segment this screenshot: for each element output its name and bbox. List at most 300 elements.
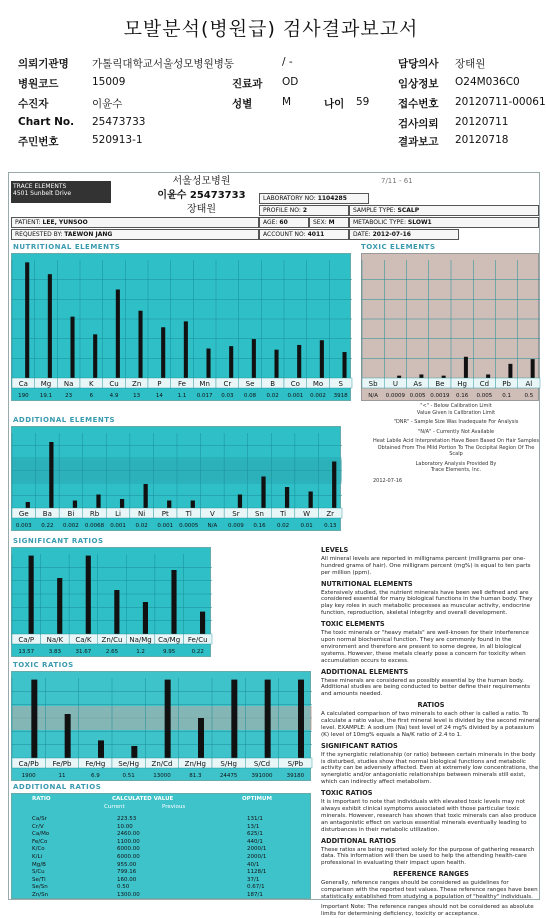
col-value: CALCULATED VALUE bbox=[112, 796, 174, 802]
levels-text: All mineral levels are reported in milligrams percent (milligrams per one-hundred grams of hair). One milligram percent (mg%) is equal to ten parts per million (ppm). bbox=[321, 555, 531, 576]
clinical-label: 임상정보 bbox=[398, 78, 439, 90]
col-current: Current bbox=[104, 804, 125, 810]
ratio-cell: Mg/B bbox=[32, 861, 46, 868]
value-cell: 10.00 bbox=[117, 823, 133, 830]
data-label: 6 bbox=[89, 393, 94, 399]
tick-label: As bbox=[413, 380, 422, 388]
ratio-cell: Ca/Sr bbox=[32, 816, 47, 822]
data-label: 0.22 bbox=[191, 649, 204, 655]
hospital-stamp bbox=[144, 175, 259, 217]
tick-label: Na/K bbox=[46, 636, 64, 644]
tick-label: Zn/Hg bbox=[184, 760, 206, 768]
data-label: 1900 bbox=[21, 773, 36, 779]
bar-tl bbox=[191, 501, 195, 509]
tick-label: Fe/Hg bbox=[85, 760, 106, 768]
value-cell: 1100.00 bbox=[117, 838, 140, 845]
bar-hg bbox=[464, 357, 468, 378]
data-label: 0.001 bbox=[287, 393, 304, 399]
lab-logo bbox=[11, 181, 111, 203]
data-label: 0.01 bbox=[300, 523, 313, 529]
tick-label: S/Hg bbox=[220, 760, 237, 768]
legend-date: 2012-07-16 bbox=[373, 477, 403, 484]
ratio-cell: Zn/Sn bbox=[32, 892, 49, 898]
tick-label: Se bbox=[245, 380, 255, 388]
optimum-cell: 13/1 bbox=[247, 823, 260, 830]
tick-label: Cr bbox=[223, 380, 232, 388]
account-value: 4011 bbox=[307, 231, 325, 238]
value-cell: 0.50 bbox=[117, 884, 130, 891]
ratio-cell: Se/Tl bbox=[32, 876, 46, 883]
sex-box bbox=[309, 217, 349, 228]
tick-label: Co bbox=[290, 380, 300, 388]
data-label: 0.51 bbox=[122, 773, 135, 779]
account-label: ACCOUNT NO: bbox=[263, 231, 306, 238]
data-label: 19.1 bbox=[39, 393, 53, 399]
age-value: 59 bbox=[356, 96, 370, 108]
hospital-code-value: 15009 bbox=[92, 76, 126, 88]
data-label: 24475 bbox=[219, 773, 238, 779]
tick-label: Fe/Pb bbox=[52, 760, 72, 768]
bar-mg bbox=[48, 274, 52, 378]
trat-heading: TOXIC RATIOS bbox=[321, 789, 373, 798]
bar-fe bbox=[184, 321, 188, 378]
optimum-cell: 40/1 bbox=[247, 861, 260, 868]
bar-ca-p bbox=[29, 556, 34, 634]
tick-label: Na bbox=[63, 380, 74, 388]
significant-svg bbox=[12, 548, 212, 658]
requested-value: TAEWON JANG bbox=[64, 231, 113, 238]
tick-label: Li bbox=[115, 510, 122, 518]
additional-heading: ADDITIONAL ELEMENTS bbox=[13, 416, 116, 424]
sex-value: M bbox=[282, 96, 292, 108]
data-label: 11 bbox=[58, 773, 66, 779]
value-cell: 2460.00 bbox=[117, 831, 140, 838]
ratio-cell: Ca/Mo bbox=[32, 831, 50, 838]
report-date-label: 결과보고 bbox=[398, 136, 439, 148]
doctor-value: 장태원 bbox=[455, 58, 486, 70]
patient-box-label: PATIENT: bbox=[15, 219, 41, 226]
resident-no-value: 520913-1 bbox=[92, 134, 143, 146]
bar-bi bbox=[73, 501, 77, 509]
chart-no-value: 25473733 bbox=[92, 116, 146, 128]
data-label: 13000 bbox=[153, 773, 171, 779]
data-label: 0.08 bbox=[243, 393, 257, 399]
data-label: 0.02 bbox=[276, 523, 290, 529]
profile-value: 2 bbox=[302, 207, 308, 214]
data-label: 3918 bbox=[333, 393, 348, 399]
table-subheader bbox=[12, 804, 312, 812]
bar-zn-cd bbox=[165, 680, 171, 758]
bar-w bbox=[309, 492, 313, 509]
bar-mn bbox=[206, 349, 210, 379]
significant-chart bbox=[11, 547, 211, 657]
data-label: 1.2 bbox=[136, 649, 145, 655]
bar-na-k bbox=[57, 578, 62, 634]
bar-li bbox=[120, 499, 124, 508]
sample-box bbox=[349, 205, 539, 216]
dept-label: 진료과 bbox=[232, 78, 263, 90]
data-label: 0.02 bbox=[266, 393, 279, 399]
additional-legend bbox=[373, 403, 539, 513]
bar-pt bbox=[167, 501, 171, 509]
data-label: 31.67 bbox=[75, 649, 92, 655]
arat-text: These ratios are being reported solely for the purpose of gathering research data. This information will then be used to help the attending health-care professional in evaluating their impact upon health. bbox=[321, 846, 535, 867]
bar-s-cd bbox=[265, 680, 271, 758]
bar-ca-mg bbox=[171, 570, 176, 634]
bar-s-pb bbox=[298, 680, 304, 758]
tick-label: Ca bbox=[18, 380, 28, 388]
bar-zn-cu bbox=[114, 590, 119, 634]
patient-box bbox=[11, 217, 259, 228]
age-box-label: AGE: bbox=[263, 219, 278, 226]
toxic-ratios-svg bbox=[12, 672, 312, 782]
metabolic-label: METABOLIC TYPE: bbox=[353, 219, 406, 226]
tick-label: Mn bbox=[199, 380, 210, 388]
ratio-cell: Se/Sn bbox=[32, 884, 48, 891]
legend-line: Laboratory Analysis Provided By bbox=[415, 460, 497, 467]
tick-label: Zr bbox=[326, 510, 335, 518]
optimum-cell: 2000/1 bbox=[247, 846, 267, 853]
tox-text: The toxic minerals or "heavy metals" are well-known for their interference upon normal biochemical function. They are commonly found in the environment and therefore are present to some degree, in all biological systems. However, these metals clearly pose a concern for toxicity when accumulation occurs to excess. bbox=[321, 630, 530, 664]
value-cell: 955.00 bbox=[117, 861, 137, 868]
optimum-cell: 37/1 bbox=[247, 876, 260, 883]
bar-fe-pb bbox=[65, 714, 71, 758]
tick-label: Pb bbox=[502, 380, 511, 388]
report-date-value: 20120718 bbox=[455, 134, 509, 146]
bar-rb bbox=[96, 495, 100, 509]
data-label: 0.02 bbox=[135, 523, 148, 529]
bar-s bbox=[342, 352, 346, 378]
bar-ba bbox=[49, 442, 53, 508]
value-cell: 799.16 bbox=[117, 869, 137, 876]
optimum-cell: 2000/1 bbox=[247, 854, 267, 860]
data-label: N/A bbox=[368, 393, 378, 399]
toxic-heading: TOXIC ELEMENTS bbox=[361, 243, 436, 251]
data-label: 0.001 bbox=[110, 523, 126, 529]
bar-zn-hg bbox=[198, 718, 204, 758]
tick-label: Sr bbox=[232, 510, 240, 518]
tick-label: Zn bbox=[132, 380, 142, 388]
bar-zn bbox=[138, 311, 142, 378]
tick-label: Bi bbox=[67, 510, 75, 518]
tick-label: Ni bbox=[138, 510, 146, 518]
lab-no-label: LABORATORY NO: bbox=[263, 195, 316, 202]
bar-u bbox=[397, 376, 401, 378]
data-label: 23 bbox=[65, 393, 73, 399]
ref-text: Generally, reference ranges should be considered as guidelines for comparison with the reported test values. These reference ranges have been statistically established from studying a population of "healthy" individuals. bbox=[321, 880, 538, 900]
age-box-value: 60 bbox=[279, 219, 288, 226]
data-label: 0.13 bbox=[324, 523, 337, 529]
legend-line: Heat Labile Acid Interpretation Have Been Based On Hair Samples Obtained From The Mild Portion To The Occipital Region Of The Scalp bbox=[373, 438, 539, 457]
data-label: 3.83 bbox=[48, 649, 61, 655]
bar-as bbox=[419, 374, 423, 378]
nut-text: Extensively studied, the nutrient minerals have been well defined and are considered essential for many biological functions in the human body. They play key roles in such metabolic processes as muscular activity, endocrine function, reproduction, skeletal integrity and overall development. bbox=[321, 589, 533, 617]
tick-label: Hg bbox=[457, 380, 467, 388]
toxic-svg bbox=[362, 254, 540, 402]
tick-label: Zn/Cu bbox=[101, 636, 123, 644]
legend-line: "DNR" - Sample Size Was Inadequate For Analysis bbox=[393, 419, 519, 425]
data-label: 0.03 bbox=[221, 393, 234, 399]
data-label: 81.3 bbox=[189, 773, 202, 779]
data-label: 13.57 bbox=[18, 649, 35, 655]
legend-line: "N/A" - Currently Not Available bbox=[417, 428, 495, 435]
date-label: DATE: bbox=[353, 231, 371, 238]
tick-label: Cu bbox=[109, 380, 119, 388]
account-box bbox=[259, 229, 349, 240]
data-label: 391000 bbox=[251, 773, 273, 779]
data-label: 9.95 bbox=[163, 649, 176, 655]
legend-line: Trace Elements, Inc. bbox=[430, 467, 482, 473]
bar-ge bbox=[26, 502, 30, 508]
bar-ca-k bbox=[86, 556, 91, 634]
bar-ca-pb bbox=[31, 680, 37, 758]
bar-sr bbox=[238, 495, 242, 509]
tick-label: Mg bbox=[40, 380, 52, 388]
data-label: 0.1 bbox=[502, 393, 511, 399]
data-label: 0.0019 bbox=[430, 393, 450, 399]
lab-no-box bbox=[259, 193, 369, 204]
tick-label: Ca/K bbox=[75, 636, 92, 644]
patient-box-value: LEE, YUNSOO bbox=[42, 219, 88, 226]
tick-label: Ca/P bbox=[18, 636, 35, 644]
tick-label: V bbox=[209, 510, 215, 518]
optimum-cell: 131/1 bbox=[247, 816, 263, 822]
metabolic-value: SLOW1 bbox=[407, 219, 432, 226]
table-header bbox=[12, 796, 312, 804]
tick-label: P bbox=[157, 380, 162, 388]
data-label: 0.017 bbox=[196, 393, 213, 399]
tick-label: Pt bbox=[161, 510, 169, 518]
value-cell: 223.53 bbox=[117, 816, 137, 822]
request-date-value: 20120711 bbox=[455, 116, 509, 128]
tick-label: Ca/Pb bbox=[18, 760, 39, 768]
tick-label: Ca/Mg bbox=[158, 636, 181, 644]
data-label: 1.1 bbox=[177, 393, 187, 399]
bar-cr bbox=[229, 346, 233, 378]
patient-value: 이윤수 bbox=[92, 98, 123, 110]
data-label: 2.65 bbox=[105, 649, 119, 655]
lab-name: TRACE ELEMENTS bbox=[13, 183, 67, 190]
clinical-value: O24M036C0 bbox=[455, 76, 520, 88]
bar-al bbox=[531, 359, 535, 378]
legend-line: "<" - Below Calibration Limit bbox=[420, 403, 492, 409]
tox-heading: TOXIC ELEMENTS bbox=[321, 620, 385, 629]
optimum-cell: 440/1 bbox=[247, 838, 263, 845]
optimum-cell: 625/1 bbox=[247, 831, 263, 838]
chart-no-label: Chart No. bbox=[18, 116, 75, 128]
ratio-cell: K/Co bbox=[32, 846, 45, 853]
data-label: 4.9 bbox=[109, 393, 119, 399]
toxic-chart bbox=[361, 253, 539, 401]
tick-label: S bbox=[338, 380, 343, 388]
bar-b bbox=[274, 350, 278, 378]
tick-label: Ba bbox=[42, 510, 52, 518]
lab-report bbox=[8, 172, 540, 917]
bar-p bbox=[161, 327, 165, 378]
nutritional-chart bbox=[11, 253, 351, 401]
bar-cu bbox=[116, 290, 120, 379]
data-label: 0.005 bbox=[476, 393, 493, 399]
tick-label: Zn/Cd bbox=[151, 760, 173, 768]
ref-heading: REFERENCE RANGES bbox=[393, 870, 469, 879]
receipt-value: 20120711-00061 bbox=[455, 96, 546, 108]
value-cell: 160.00 bbox=[117, 876, 137, 883]
tick-label: B bbox=[270, 380, 276, 388]
tick-label: U bbox=[392, 380, 398, 388]
tick-label: Be bbox=[435, 380, 445, 388]
bar-fe-hg bbox=[98, 740, 104, 758]
value-cell: 6000.00 bbox=[117, 846, 140, 853]
additional-ratios-heading: ADDITIONAL RATIOS bbox=[13, 783, 102, 791]
profile-box bbox=[259, 205, 349, 216]
bar-cd bbox=[486, 374, 490, 378]
data-label: 0.0068 bbox=[84, 523, 105, 529]
tick-label: S/Cd bbox=[253, 760, 271, 768]
significant-heading: SIGNIFICANT RATIOS bbox=[13, 537, 104, 545]
bar-fe-cu bbox=[200, 612, 205, 634]
age-box bbox=[259, 217, 309, 228]
trat-text: It is important to note that individuals with elevated toxic levels may not always exhibit clinical symptoms associated with those particular toxic minerals. However, research has shown that toxic minerals can also produce an antagonistic effect on various essential minerals eventually leading to disturbances in their metabolic utilization. bbox=[321, 799, 537, 833]
optimum-cell: 1128/1 bbox=[247, 869, 267, 876]
nut-heading: NUTRITIONAL ELEMENTS bbox=[321, 579, 413, 588]
data-label: 0.16 bbox=[253, 523, 266, 529]
value-cell: 6000.00 bbox=[117, 854, 140, 860]
nutritional-heading: NUTRITIONAL ELEMENTS bbox=[13, 243, 121, 251]
col-optimum: OPTIMUM bbox=[242, 796, 272, 802]
bar-se-hg bbox=[131, 746, 137, 758]
data-label: 0.0009 bbox=[385, 393, 405, 399]
tick-label: Fe bbox=[178, 380, 186, 388]
toxic-ratios-heading: TOXIC RATIOS bbox=[13, 661, 74, 669]
bar-sn bbox=[261, 477, 265, 509]
data-label: 0.001 bbox=[157, 523, 174, 529]
data-label: 6.9 bbox=[90, 773, 100, 779]
bar-ti bbox=[285, 487, 289, 508]
bar-co bbox=[297, 345, 301, 378]
data-label: 39180 bbox=[286, 773, 305, 779]
value-cell: 1300.00 bbox=[117, 892, 140, 898]
tick-label: Al bbox=[525, 380, 533, 388]
data-label: 0.002 bbox=[63, 523, 79, 529]
tick-label: Tl bbox=[185, 510, 192, 518]
tick-label: Ti bbox=[280, 510, 287, 518]
sig-heading: SIGNIFICANT RATIOS bbox=[321, 741, 398, 750]
levels-heading: LEVELS bbox=[321, 546, 349, 554]
data-label: 0.16 bbox=[456, 393, 469, 399]
receipt-label: 접수번호 bbox=[398, 98, 439, 110]
arat-heading: ADDITIONAL RATIOS bbox=[321, 836, 397, 845]
optimum-cell: 187/1 bbox=[247, 892, 263, 898]
data-label: 0.002 bbox=[310, 393, 326, 399]
tick-label: Mo bbox=[312, 380, 324, 388]
bar-s-hg bbox=[231, 680, 237, 758]
bar-mo bbox=[320, 340, 324, 378]
toxic-ratios-chart bbox=[11, 671, 311, 781]
sex-label: 성별 bbox=[232, 98, 253, 110]
rat-text: A calculated comparison of two minerals to each other is called a ratio. To calculate a ratio value, the first mineral level is divided by the second mineral level. EXAMPLE: A sodium (Na) test level of 24 mg% divided by a potassium (K) level of 10mg% equals a Na/K ratio of 2.4 to 1. bbox=[321, 711, 540, 738]
data-label: 0.009 bbox=[228, 523, 244, 529]
tick-label: W bbox=[303, 510, 311, 518]
tick-label: Na/Mg bbox=[129, 636, 152, 644]
patient-label: 수진자 bbox=[18, 98, 49, 110]
doctor-label: 담당의사 bbox=[398, 58, 439, 70]
tick-label: Sn bbox=[255, 510, 264, 518]
additional-ratios-table bbox=[11, 793, 311, 899]
data-label: 0.0005 bbox=[179, 523, 199, 529]
hospital-value: 가톨릭대학교서울성모병원병동 bbox=[92, 58, 235, 70]
tick-label: K bbox=[89, 380, 94, 388]
data-label: N/A bbox=[207, 523, 218, 529]
sex-box-value: M bbox=[328, 219, 335, 226]
nutritional-svg bbox=[12, 254, 352, 402]
bar-na-mg bbox=[143, 602, 148, 634]
lab-no-value: 1104285 bbox=[317, 195, 347, 202]
data-label: 0.5 bbox=[524, 393, 534, 399]
tick-label: Ge bbox=[18, 510, 29, 518]
hospital-label: 의뢰기관명 bbox=[18, 58, 69, 70]
add-heading: ADDITIONAL ELEMENTS bbox=[321, 667, 409, 676]
requested-box bbox=[11, 229, 259, 240]
date-value: 2012-07-16 bbox=[372, 231, 411, 238]
tick-label: S/Pb bbox=[287, 760, 304, 768]
bar-pb bbox=[508, 364, 512, 378]
col-previous: Previous bbox=[162, 804, 186, 810]
resident-no-label: 주민번호 bbox=[18, 136, 59, 148]
col-ratio: RATIO bbox=[32, 796, 51, 802]
ratio-cell: S/Cu bbox=[32, 869, 45, 876]
sex-box-label: SEX: bbox=[313, 219, 327, 226]
stamp-hospital: 서울성모병원 bbox=[172, 176, 231, 187]
bar-na bbox=[70, 317, 74, 378]
handwritten-note: 7/11 - 61 bbox=[381, 177, 413, 185]
age-label: 나이 bbox=[324, 98, 345, 110]
legend-line: Value Given is Calibration Limit bbox=[416, 409, 496, 416]
bar-se bbox=[252, 339, 256, 378]
note-text: Important Note: The reference ranges should not be considered as absolute limits for determining deficiency, toxicity or acceptance. bbox=[321, 903, 534, 917]
metabolic-box bbox=[349, 217, 539, 228]
table-row bbox=[12, 892, 312, 900]
optimum-cell: 0.67/1 bbox=[247, 884, 265, 891]
ratio-cell: Fe/Co bbox=[32, 838, 48, 845]
dept-value: OD bbox=[282, 76, 299, 88]
page-title: 모발분석(병원급) 검사결과보고서 bbox=[123, 18, 419, 40]
request-date-label: 검사의뢰 bbox=[398, 118, 439, 130]
explanation-column bbox=[321, 543, 541, 918]
stamp-doctor: 장태원 bbox=[187, 204, 216, 215]
data-label: 0.003 bbox=[15, 523, 32, 529]
rat-heading: RATIOS bbox=[417, 701, 445, 710]
tick-label: Cd bbox=[479, 380, 490, 388]
data-label: 0.005 bbox=[409, 393, 426, 399]
data-label: 190 bbox=[18, 393, 29, 399]
sample-value: SCALP bbox=[397, 207, 420, 214]
ward-value: / - bbox=[282, 56, 293, 68]
lab-address: 4501 Sunbelt Drive bbox=[13, 190, 72, 197]
requested-label: REQUESTED BY: bbox=[15, 231, 63, 238]
sig-text: If the synergistic relationship (or ratio) between certain minerals in the body is disturbed, studies show that normal biological functions and metabolic activity can be adversely affected. Even at extremely low concentrations, the synergistic and/or antagonistic relationships between minerals still exist, which can indirectly affect metabolism. bbox=[321, 751, 539, 786]
data-label: 0.22 bbox=[41, 523, 54, 529]
hospital-code-label: 병원코드 bbox=[18, 78, 59, 90]
tick-label: Fe/Cu bbox=[187, 636, 208, 644]
data-label: 13 bbox=[133, 393, 141, 399]
bar-ni bbox=[144, 484, 148, 508]
tick-label: Se/Hg bbox=[118, 760, 140, 768]
sample-label: SAMPLE TYPE: bbox=[353, 207, 396, 214]
ratio-cell: Cr/V bbox=[32, 823, 44, 830]
data-label: 14 bbox=[155, 393, 163, 399]
profile-label: PROFILE NO: bbox=[263, 207, 301, 214]
additional-chart bbox=[11, 426, 341, 531]
